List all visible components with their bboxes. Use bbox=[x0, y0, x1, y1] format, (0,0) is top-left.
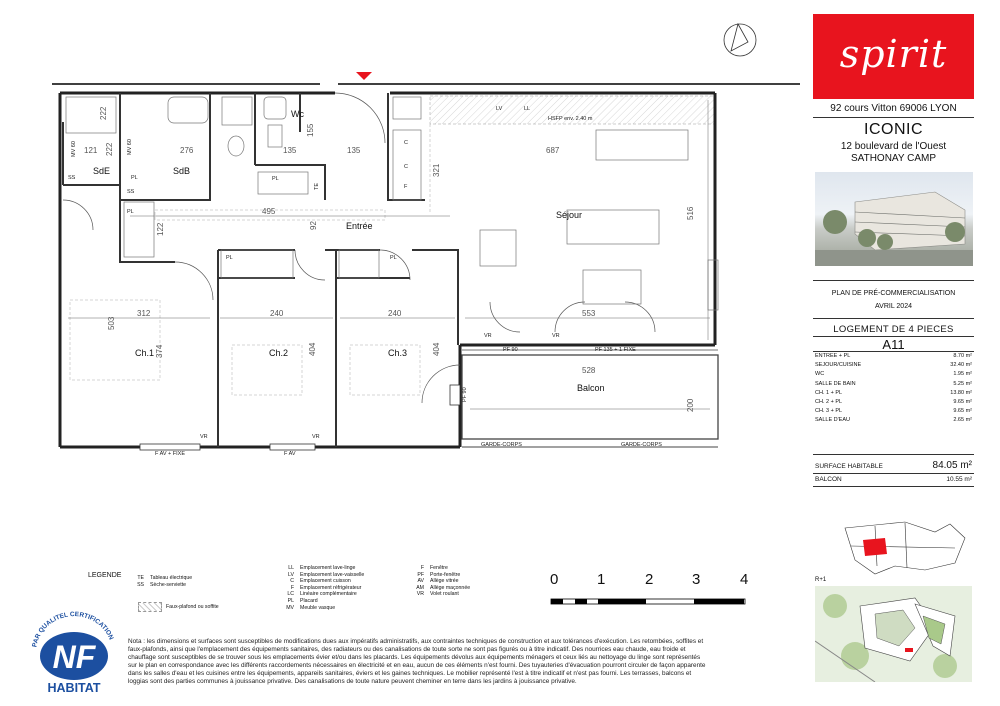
legend-item bbox=[130, 575, 192, 582]
legend-code: F bbox=[290, 584, 294, 591]
code-vr3: VR bbox=[200, 434, 208, 440]
legend-label: Allège maçonnée bbox=[430, 584, 471, 591]
legend-item bbox=[280, 598, 364, 605]
room-entree: Entrée bbox=[346, 221, 373, 231]
unit-type: LOGEMENT DE 4 PIECES bbox=[833, 324, 954, 335]
dim-374: 374 bbox=[155, 344, 164, 358]
code-pf135: PF 135 + 1 FIXE bbox=[595, 347, 636, 353]
legend-label: Fenêtre bbox=[430, 565, 448, 571]
disclaimer-note: Nota : les dimensions et surfaces sont susceptibles de modifications dues aux impératifs administratifs, aux contraintes techniques de construction et aux tolérances d'exécution. Les retombées, soffites et faux-plafonds, ainsi que l'emplacement des équipements sanitaires, des radiateurs ou des canalisations de toute sorte ne sont pas figurés ou à titre indicatif. Des nourrices eau chaude, eau froide et chauffage sont susceptibles de se trouver sous les emplacements évier et/ou dans les placards. Les équipements dévolus aux équipements ménagers et ceux liés au nettoyage du linge sont représentés sur le plan en correspondance avec les différents raccordements nécessaires en électricité et en eau, aucun de ces éléments n'est fourni. Des tuyauteries d'évacuation pourront circuler de façon apparente dans les salles d'eau et les cuisines entre les équipements, appareils sanitaires, éviers et les gaines techniques. Le mobilier représenté l'est à titre indicatif et n'est pas fourni. Les terrasses, balcons et loggias sont des parties communes à jouissance privative. Des canalisations de toute nature peuvent cheminer en terre dans les jardins à jouissance privative. bbox=[128, 638, 706, 685]
code-mv60: MV 60 bbox=[71, 141, 77, 157]
code-gc1: GARDE-CORPS bbox=[481, 442, 522, 448]
rooms-table-row bbox=[815, 370, 972, 379]
dim-222a: 222 bbox=[99, 106, 108, 120]
divider bbox=[813, 117, 974, 118]
legend-code: AV bbox=[417, 578, 424, 585]
room-name: ENTREE + PL bbox=[815, 353, 851, 359]
entry-arrow-marker bbox=[356, 72, 372, 80]
room-area: 1.95 m² bbox=[953, 371, 972, 378]
divider bbox=[813, 318, 974, 319]
rooms-table-row bbox=[815, 416, 972, 425]
surface-habitable bbox=[815, 460, 972, 471]
balcon-surface bbox=[815, 476, 972, 483]
balcon-label: BALCON bbox=[815, 476, 842, 483]
code-vr1: VR bbox=[484, 333, 492, 339]
dim-553: 553 bbox=[582, 309, 596, 318]
rooms-table-row bbox=[815, 407, 972, 416]
dim-92: 92 bbox=[309, 221, 318, 230]
legend-code: C bbox=[290, 578, 294, 585]
room-area: 5.25 m² bbox=[953, 380, 972, 387]
scale-label-3: 3 bbox=[692, 571, 701, 588]
dim-516: 516 bbox=[686, 206, 695, 220]
project-address-line2: SATHONAY CAMP bbox=[850, 153, 936, 164]
legend-label: Emplacement réfrigérateur bbox=[300, 584, 362, 591]
room-area: 9.65 m² bbox=[953, 398, 972, 405]
code-f1: F bbox=[404, 184, 408, 190]
brand-address: 92 cours Vitton 69006 LYON bbox=[830, 103, 957, 114]
scale-label-0: 0 bbox=[550, 571, 559, 588]
divider bbox=[813, 454, 974, 455]
dim-155: 155 bbox=[306, 123, 315, 137]
surface-label: SURFACE HABITABLE bbox=[815, 463, 883, 470]
code-te: TE bbox=[314, 182, 320, 190]
code-lv: LV bbox=[496, 106, 503, 112]
code-mv60b: MV 60 bbox=[127, 139, 133, 155]
scale-bar bbox=[550, 597, 746, 607]
code-vr2: VR bbox=[552, 333, 560, 339]
legend-item bbox=[280, 572, 364, 579]
plan-type-label: PLAN DE PRÉ-COMMERCIALISATION bbox=[831, 290, 956, 297]
dim-135b: 135 bbox=[347, 146, 361, 155]
hatch-swatch bbox=[138, 602, 162, 612]
legend-label: Tableau électrique bbox=[150, 575, 193, 581]
room-area: 2.65 m² bbox=[953, 417, 972, 424]
balcon-value: 10.55 m² bbox=[946, 476, 972, 483]
code-pl2: PL bbox=[127, 209, 134, 215]
code-ss1: SS bbox=[68, 175, 76, 181]
scale-label-4: 4 bbox=[740, 571, 749, 588]
divider bbox=[813, 486, 974, 487]
code-pl4: PL bbox=[226, 255, 233, 261]
legend-col1 bbox=[130, 575, 192, 588]
legend-item bbox=[280, 565, 364, 572]
dim-687: 687 bbox=[546, 146, 560, 155]
site-plan-image bbox=[815, 586, 972, 682]
legend-item bbox=[410, 591, 470, 598]
legend-code: F bbox=[420, 565, 424, 571]
code-hsfp: HSFP env. 2.40 m bbox=[548, 116, 593, 122]
legend-label: Meuble vasque bbox=[300, 604, 336, 611]
legend-item bbox=[130, 582, 192, 589]
legend-code: SS bbox=[137, 581, 144, 588]
rooms-table-row bbox=[815, 361, 972, 370]
code-ll: LL bbox=[524, 106, 531, 112]
legend-code: VR bbox=[416, 591, 424, 598]
dim-276: 276 bbox=[180, 146, 194, 155]
room-wc: Wc bbox=[291, 109, 304, 119]
scale-label-2: 2 bbox=[645, 571, 654, 588]
legend-label: Allège vitrée bbox=[430, 578, 459, 585]
divider bbox=[813, 280, 974, 281]
dim-404a: 404 bbox=[308, 342, 317, 356]
room-area: 13.80 m² bbox=[950, 389, 972, 396]
dim-222b: 222 bbox=[105, 142, 114, 156]
code-gc2: GARDE-CORPS bbox=[621, 442, 662, 448]
dim-135a: 135 bbox=[283, 146, 297, 155]
north-arrow-icon bbox=[724, 24, 756, 56]
legend-label: Sèche-serviette bbox=[150, 581, 187, 588]
room-name: CH. 1 + PL bbox=[815, 389, 843, 396]
brand-logo: spirit bbox=[813, 14, 974, 99]
plan-type bbox=[813, 287, 974, 313]
code-pl3: PL bbox=[272, 176, 279, 182]
level-label: R+1 bbox=[815, 577, 827, 583]
room-ch1: Ch.1 bbox=[135, 348, 155, 358]
legend-code: LV bbox=[288, 571, 294, 578]
room-area: 32.40 m² bbox=[950, 362, 972, 369]
legend-label: Placard bbox=[300, 597, 318, 604]
code-c1: C bbox=[404, 140, 408, 146]
legend-item bbox=[280, 591, 364, 598]
code-c2: C bbox=[404, 164, 408, 170]
legend-item bbox=[410, 585, 470, 592]
room-name: WC bbox=[815, 371, 825, 378]
legend-item bbox=[410, 572, 470, 579]
legend-label: Porte-fenêtre bbox=[430, 571, 461, 578]
legend-label: Volet roulant bbox=[430, 591, 459, 598]
legend-item bbox=[410, 565, 470, 572]
legend-code: LC bbox=[287, 591, 294, 598]
room-ch3: Ch.3 bbox=[388, 348, 408, 358]
plan-date: AVRIL 2024 bbox=[875, 303, 912, 310]
rooms-table-row bbox=[815, 389, 972, 398]
rooms-table-row bbox=[815, 398, 972, 407]
legend-code: LL bbox=[288, 565, 294, 571]
code-pf90b: PF 90 bbox=[462, 387, 468, 402]
dim-240b: 240 bbox=[388, 309, 402, 318]
room-name: SEJOUR/CUISINE bbox=[815, 362, 862, 369]
legend-col2 bbox=[280, 565, 364, 611]
legend-code: MV bbox=[286, 604, 294, 611]
room-sdb: SdB bbox=[173, 166, 191, 176]
room-name: SALLE DE BAIN bbox=[815, 380, 856, 387]
dim-312: 312 bbox=[137, 309, 151, 318]
room-balcon: Balcon bbox=[577, 383, 605, 393]
nf-habitat-logo bbox=[24, 610, 124, 696]
legend-label: Emplacement cuisson bbox=[300, 578, 351, 585]
dim-495: 495 bbox=[262, 207, 276, 216]
building-render-image bbox=[815, 172, 973, 266]
dim-200: 200 bbox=[686, 398, 695, 412]
dim-321: 321 bbox=[432, 163, 441, 177]
project-address bbox=[813, 141, 974, 165]
room-name: CH. 3 + PL bbox=[815, 408, 843, 415]
svg-text:NF: NF bbox=[52, 639, 96, 675]
divider bbox=[813, 473, 974, 474]
room-area: 9.65 m² bbox=[953, 408, 972, 415]
legend-code: PL bbox=[287, 597, 294, 604]
room-sde: SdE bbox=[93, 166, 111, 176]
room-area: 8.70 m² bbox=[953, 353, 972, 359]
legend-item bbox=[280, 578, 364, 585]
svg-text:PAR QUALITEL CERTIFICATION: PAR QUALITEL CERTIFICATION bbox=[31, 611, 115, 648]
room-name: CH. 2 + PL bbox=[815, 398, 843, 405]
code-pf90a: PF 90 bbox=[503, 347, 518, 353]
svg-text:HABITAT: HABITAT bbox=[47, 681, 101, 695]
key-plan-image bbox=[815, 518, 972, 578]
legend-item bbox=[410, 578, 470, 585]
legend-label: Linéaire complémentaire bbox=[300, 591, 357, 598]
legend-label: Emplacement lave-vaisselle bbox=[300, 571, 365, 578]
room-name: SALLE D'EAU bbox=[815, 417, 850, 424]
code-vr4: VR bbox=[312, 434, 320, 440]
dim-121: 121 bbox=[84, 146, 98, 155]
code-pl1: PL bbox=[131, 175, 138, 181]
dim-528: 528 bbox=[582, 366, 596, 375]
scale-label-1: 1 bbox=[597, 571, 606, 588]
code-fav: F AV bbox=[284, 451, 296, 457]
surface-value: 84.05 m² bbox=[932, 460, 972, 471]
code-ss2: SS bbox=[127, 189, 135, 195]
rooms-table-row bbox=[815, 352, 972, 361]
dim-240a: 240 bbox=[270, 309, 284, 318]
legend-item bbox=[280, 605, 364, 612]
legend-code: PF bbox=[417, 571, 424, 578]
rooms-table bbox=[815, 352, 972, 426]
dim-122: 122 bbox=[156, 222, 165, 236]
code-pl5: PL bbox=[390, 255, 397, 261]
room-sejour: Séjour bbox=[556, 210, 583, 220]
project-address-line1: 12 boulevard de l'Ouest bbox=[840, 141, 947, 152]
dim-503: 503 bbox=[107, 316, 116, 330]
legend-code: AM bbox=[416, 584, 424, 591]
legend-hatch-item bbox=[138, 602, 219, 612]
legend-col3 bbox=[410, 565, 470, 598]
legend-code: TE bbox=[137, 575, 144, 581]
project-name: ICONIC bbox=[864, 121, 923, 138]
dim-404b: 404 bbox=[432, 342, 441, 356]
legend-title: LEGENDE bbox=[88, 572, 122, 579]
legend-label: Emplacement lave-linge bbox=[300, 565, 356, 571]
room-ch2: Ch.2 bbox=[269, 348, 289, 358]
code-fav-fixe: F AV + FIXE bbox=[155, 451, 186, 457]
unit-lot: A11 bbox=[882, 337, 905, 352]
legend-item bbox=[280, 585, 364, 592]
legend-label: Faux-plafond ou soffite bbox=[166, 603, 219, 610]
rooms-table-row bbox=[815, 380, 972, 389]
